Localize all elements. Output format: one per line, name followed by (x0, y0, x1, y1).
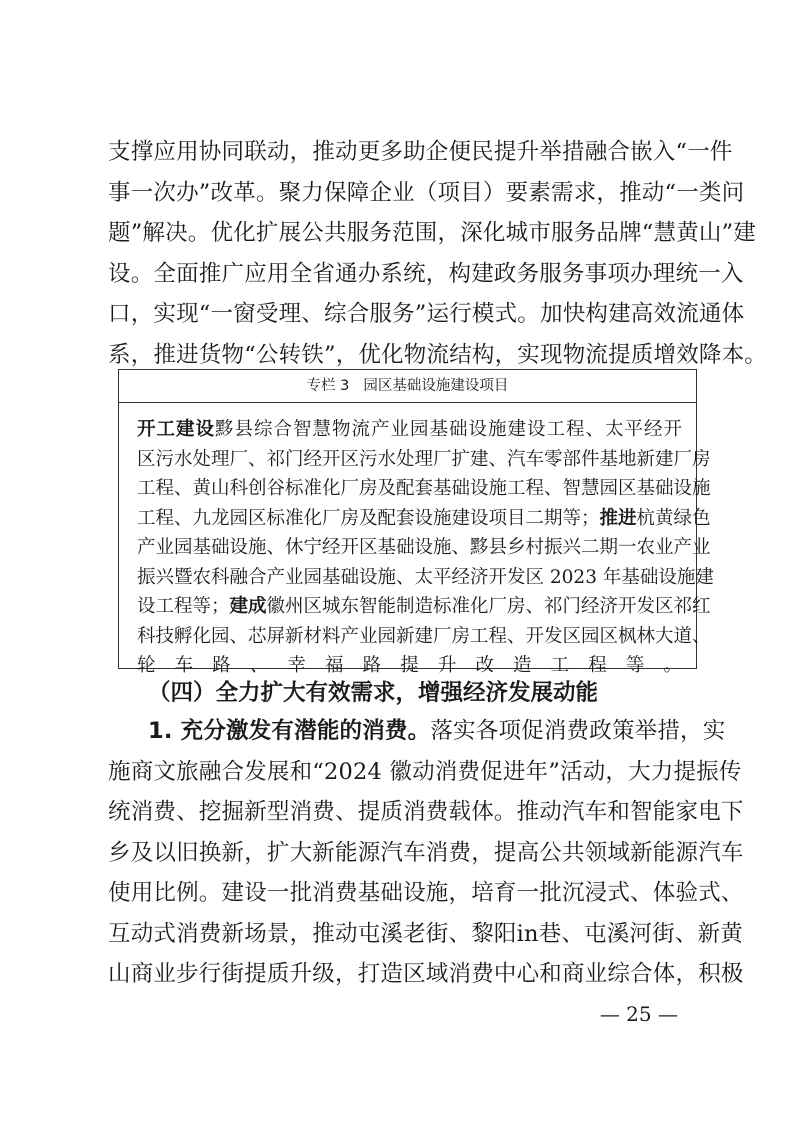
box-text: 黟县综合智慧物流产业园基础设施建设工程、太平经开 (215, 419, 682, 440)
paragraph-1-line: 口，实现“一窗受理、综合服务”运行模式。加快构建高效流通体 (108, 301, 745, 327)
paragraph-2-text: 施商文旅融合发展和“2024 徽动消费促进年”活动，大力提振传 (108, 758, 742, 785)
box-line (137, 563, 714, 593)
paragraph-2-lead: 1. 充分激发有潜能的消费。 (148, 718, 431, 744)
box-title-number: 专栏 3 (306, 378, 350, 394)
paragraph-1-line: 系，推进货物“公转铁”，优化物流结构，实现物流提质增效降本。 (108, 341, 768, 368)
paragraph-1-line: 题”解决。优化扩展公共服务范围，深化城市服务品牌“慧黄山”建 (108, 220, 757, 246)
box-text: 产业园基础设施、休宁经开区基础设施、黟县乡村振兴二期一农业产业 (137, 537, 711, 558)
box-title (119, 370, 696, 403)
paragraph-2-line (108, 833, 744, 874)
box-line (137, 622, 711, 652)
box-text: 杭黄绿色 (636, 507, 711, 529)
paragraph-2-text: 互动式消费新场景，推动屯溪老街、黎阳in巷、屯溪河街、新黄 (108, 920, 743, 947)
paragraph-1-line: 支撑应用协同联动，推动更多助企便民提升举措融合嵌入“一件 (108, 139, 733, 165)
box-line (137, 504, 711, 534)
box-title-text: 园区基础设施建设项目 (363, 378, 509, 394)
box-text: 振兴暨农科融合产业园基础设施、太平经济开发区 2023 年基础设施建 (137, 566, 714, 588)
section-heading: （四）全力扩大有效需求，增强经济发展动能 (148, 680, 599, 706)
sidebar-box-3 (118, 369, 714, 676)
box-body (137, 415, 714, 681)
box-line (137, 533, 711, 563)
paragraph-1-line: 事一次办”改革。聚力保障企业（项目）要素需求，推动“一类问 (108, 179, 745, 206)
box-text: 轮车路、幸福路提升改造工程等。 (137, 655, 682, 676)
box-line (137, 474, 711, 504)
box-text: 工程、黄山科创谷标准化厂房及配套基础设施工程、智慧园区基础设施 (137, 478, 711, 499)
box-text: 工程、九龙园区标准化厂房及配套设施建设项目二期等； (137, 507, 600, 529)
paragraph-2-line (108, 914, 743, 955)
box-line (137, 592, 711, 622)
box-keyword: 推进 (599, 507, 637, 529)
page-number: — 25 — (599, 1002, 678, 1026)
box-keyword: 开工建设 (137, 419, 215, 440)
paragraph-1 (108, 132, 768, 375)
paragraph-2-line (108, 792, 744, 833)
paragraph-2-text: 统消费、挖掘新型消费、提质消费载体。推动汽车和智能家电下 (108, 799, 744, 825)
box-text: 设工程等； (137, 596, 230, 617)
paragraph-2-text: 山商业步行街提质升级，打造区域消费中心和商业综合体，积极 (108, 961, 744, 987)
paragraph-1-line: 设。全面推广应用全省通办系统，构建政务服务事项办理统一入 (108, 260, 744, 287)
paragraph-2-text: 使用比例。建设一批消费基础设施，培育一批沉浸式、体验式、 (108, 880, 744, 906)
box-text: 区污水处理厂、祁门经开区污水处理厂扩建、汽车零部件基地新建厂房 (137, 448, 711, 470)
box-line (137, 445, 711, 475)
paragraph-2-text: 落实各项促消费政策举措，实 (430, 718, 726, 744)
paragraph-2-line (108, 954, 744, 995)
paragraph-2-line (108, 711, 726, 752)
paragraph-2-line (108, 873, 744, 914)
paragraph-2-line (108, 752, 742, 793)
paragraph-2 (108, 711, 744, 995)
box-line (137, 415, 682, 445)
box-text: 科技孵化园、芯屏新材料产业园新建厂房工程、开发区园区枫林大道、 (137, 625, 711, 647)
box-text: 徽州区城东智能制造标准化厂房、祁门经济开发区祁红 (266, 596, 711, 617)
box-keyword: 建成 (229, 596, 267, 617)
paragraph-2-text: 乡及以旧换新，扩大新能源汽车消费，提高公共领域新能源汽车 (108, 839, 744, 866)
